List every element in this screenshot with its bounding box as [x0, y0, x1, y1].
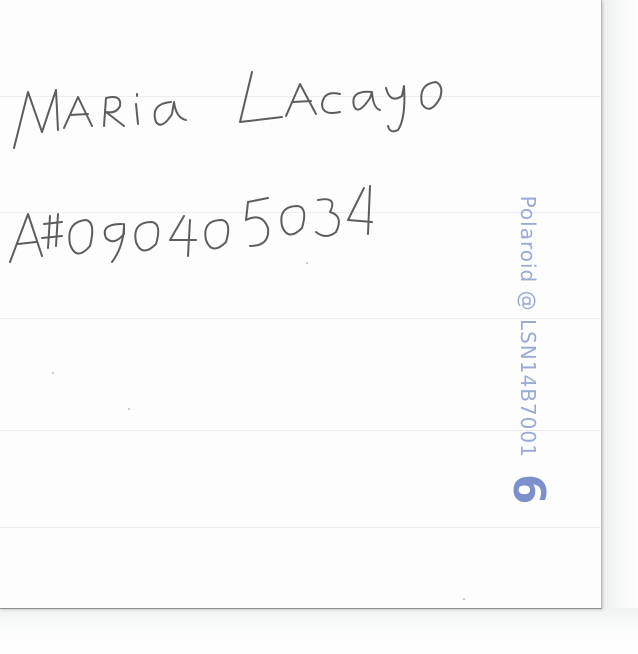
imprint-number: 6	[503, 473, 554, 505]
imprint-text: Polaroid @ LSN14B7001	[516, 195, 540, 458]
scanner-bed-right	[600, 0, 638, 654]
scanner-bed-bottom	[0, 608, 638, 654]
polaroid-imprint	[503, 195, 554, 505]
